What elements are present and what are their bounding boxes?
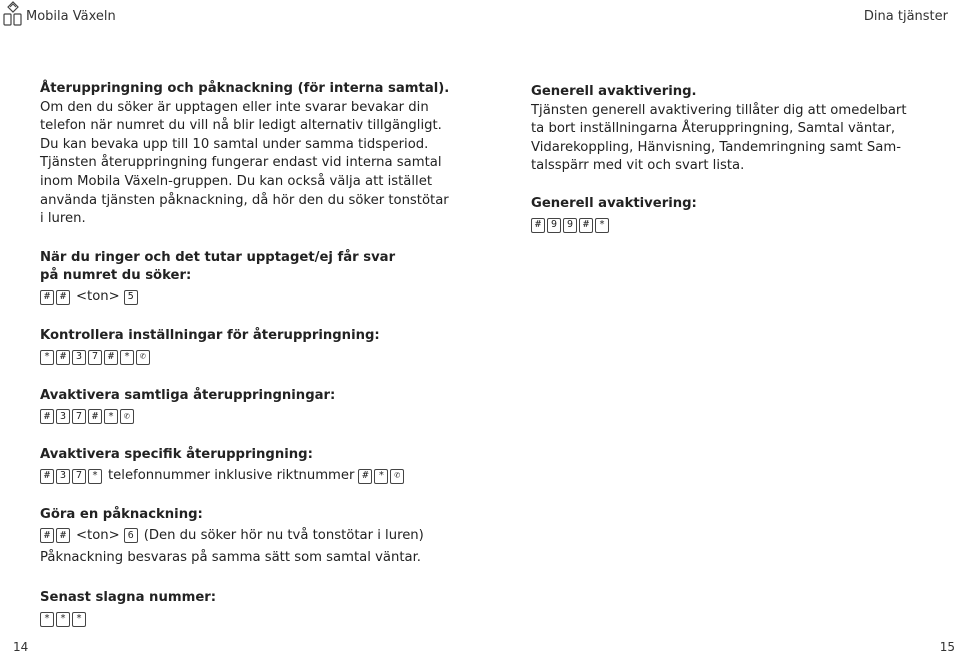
page-number-left: 14 bbox=[13, 640, 29, 654]
key: # bbox=[88, 409, 102, 424]
right-column bbox=[531, 83, 941, 235]
key: * bbox=[595, 218, 609, 233]
key: # bbox=[40, 409, 54, 424]
key: * bbox=[374, 469, 388, 484]
last-key-sequence bbox=[40, 610, 460, 629]
key: # bbox=[358, 469, 372, 484]
key: # bbox=[579, 218, 593, 233]
all-heading: Avaktivera samtliga återuppringningar: bbox=[40, 387, 336, 403]
key: 7 bbox=[88, 350, 102, 365]
check-heading: Kontrollera inställningar för återuppringning: bbox=[40, 327, 380, 343]
key: # bbox=[40, 469, 54, 484]
key: 3 bbox=[56, 409, 70, 424]
page-header bbox=[0, 0, 959, 34]
key: 9 bbox=[563, 218, 577, 233]
general-key-sequence bbox=[531, 216, 941, 235]
key: * bbox=[120, 350, 134, 365]
key: # bbox=[40, 290, 54, 305]
key: 5 bbox=[124, 290, 138, 305]
key: 6 bbox=[124, 528, 138, 543]
busy-heading: När du ringer och det tutar upptaget/ej får svar på numret du söker: bbox=[40, 249, 396, 284]
key: * bbox=[104, 409, 118, 424]
key: * bbox=[40, 612, 54, 627]
call-key-icon: ✆ bbox=[390, 469, 404, 484]
key: # bbox=[56, 350, 70, 365]
tone-label: <ton> bbox=[76, 289, 120, 305]
page-number-right: 15 bbox=[939, 640, 955, 654]
key: # bbox=[56, 290, 70, 305]
last-heading: Senast slagna nummer: bbox=[40, 589, 217, 605]
key: 7 bbox=[72, 409, 86, 424]
key: 7 bbox=[72, 469, 86, 484]
tone-label: <ton> bbox=[76, 527, 120, 543]
knock-key-sequence bbox=[40, 526, 460, 545]
section-title: Dina tjänster bbox=[863, 9, 948, 24]
check-key-sequence bbox=[40, 348, 460, 367]
general-text: Tjänsten generell avaktivering tillåter dig att omedelbart ta bort inställningarna Återuppringning, Samtal väntar, Vidarekoppling, Hänvisning, Tandemringning samt Sam- talsspärr med vit och svart lista. bbox=[531, 102, 907, 174]
key: * bbox=[56, 612, 70, 627]
key: * bbox=[72, 612, 86, 627]
brand-name: Mobila Växeln bbox=[26, 9, 116, 24]
all-key-sequence bbox=[40, 407, 460, 426]
intro-heading: Återuppringning och påknackning (för interna samtal). bbox=[40, 81, 450, 96]
key: 3 bbox=[56, 469, 70, 484]
general2-heading: Generell avaktivering: bbox=[531, 195, 697, 211]
key: 9 bbox=[547, 218, 561, 233]
general-heading: Generell avaktivering. bbox=[531, 84, 697, 99]
left-column bbox=[40, 80, 460, 629]
key: * bbox=[40, 350, 54, 365]
call-key-icon: ✆ bbox=[136, 350, 150, 365]
key: # bbox=[56, 528, 70, 543]
knock-heading: Göra en påknackning: bbox=[40, 506, 203, 522]
phone-number-label: telefonnummer inklusive riktnummer bbox=[108, 467, 355, 483]
specific-key-sequence bbox=[40, 467, 460, 486]
key: # bbox=[104, 350, 118, 365]
call-key-icon: ✆ bbox=[120, 409, 134, 424]
knock-note: Påknackning besvaras på samma sätt som samtal väntar. bbox=[40, 550, 421, 566]
intro-text: Om den du söker är upptagen eller inte svarar bevakar din telefon när numret du vill nå blir ledigt alternativ tillgängligt. Du kan bevaka upp till 10 samtal under samma tidsperiod. Tjänsten återuppringning fungerar endast vid interna samtal inom Mobila Växeln-gruppen. Du kan också välja att istället använda tjänsten påknackning, då hör den du söker tonstötar i luren. bbox=[40, 99, 449, 227]
specific-heading: Avaktivera specifik återuppringning: bbox=[40, 447, 313, 463]
knock-description: (Den du söker hör nu två tonstötar i luren) bbox=[143, 527, 424, 543]
key: # bbox=[40, 528, 54, 543]
key: * bbox=[88, 469, 102, 484]
busy-key-sequence bbox=[40, 288, 460, 307]
mobila-vaxeln-logo-icon bbox=[2, 1, 24, 27]
key: # bbox=[531, 218, 545, 233]
key: 3 bbox=[72, 350, 86, 365]
